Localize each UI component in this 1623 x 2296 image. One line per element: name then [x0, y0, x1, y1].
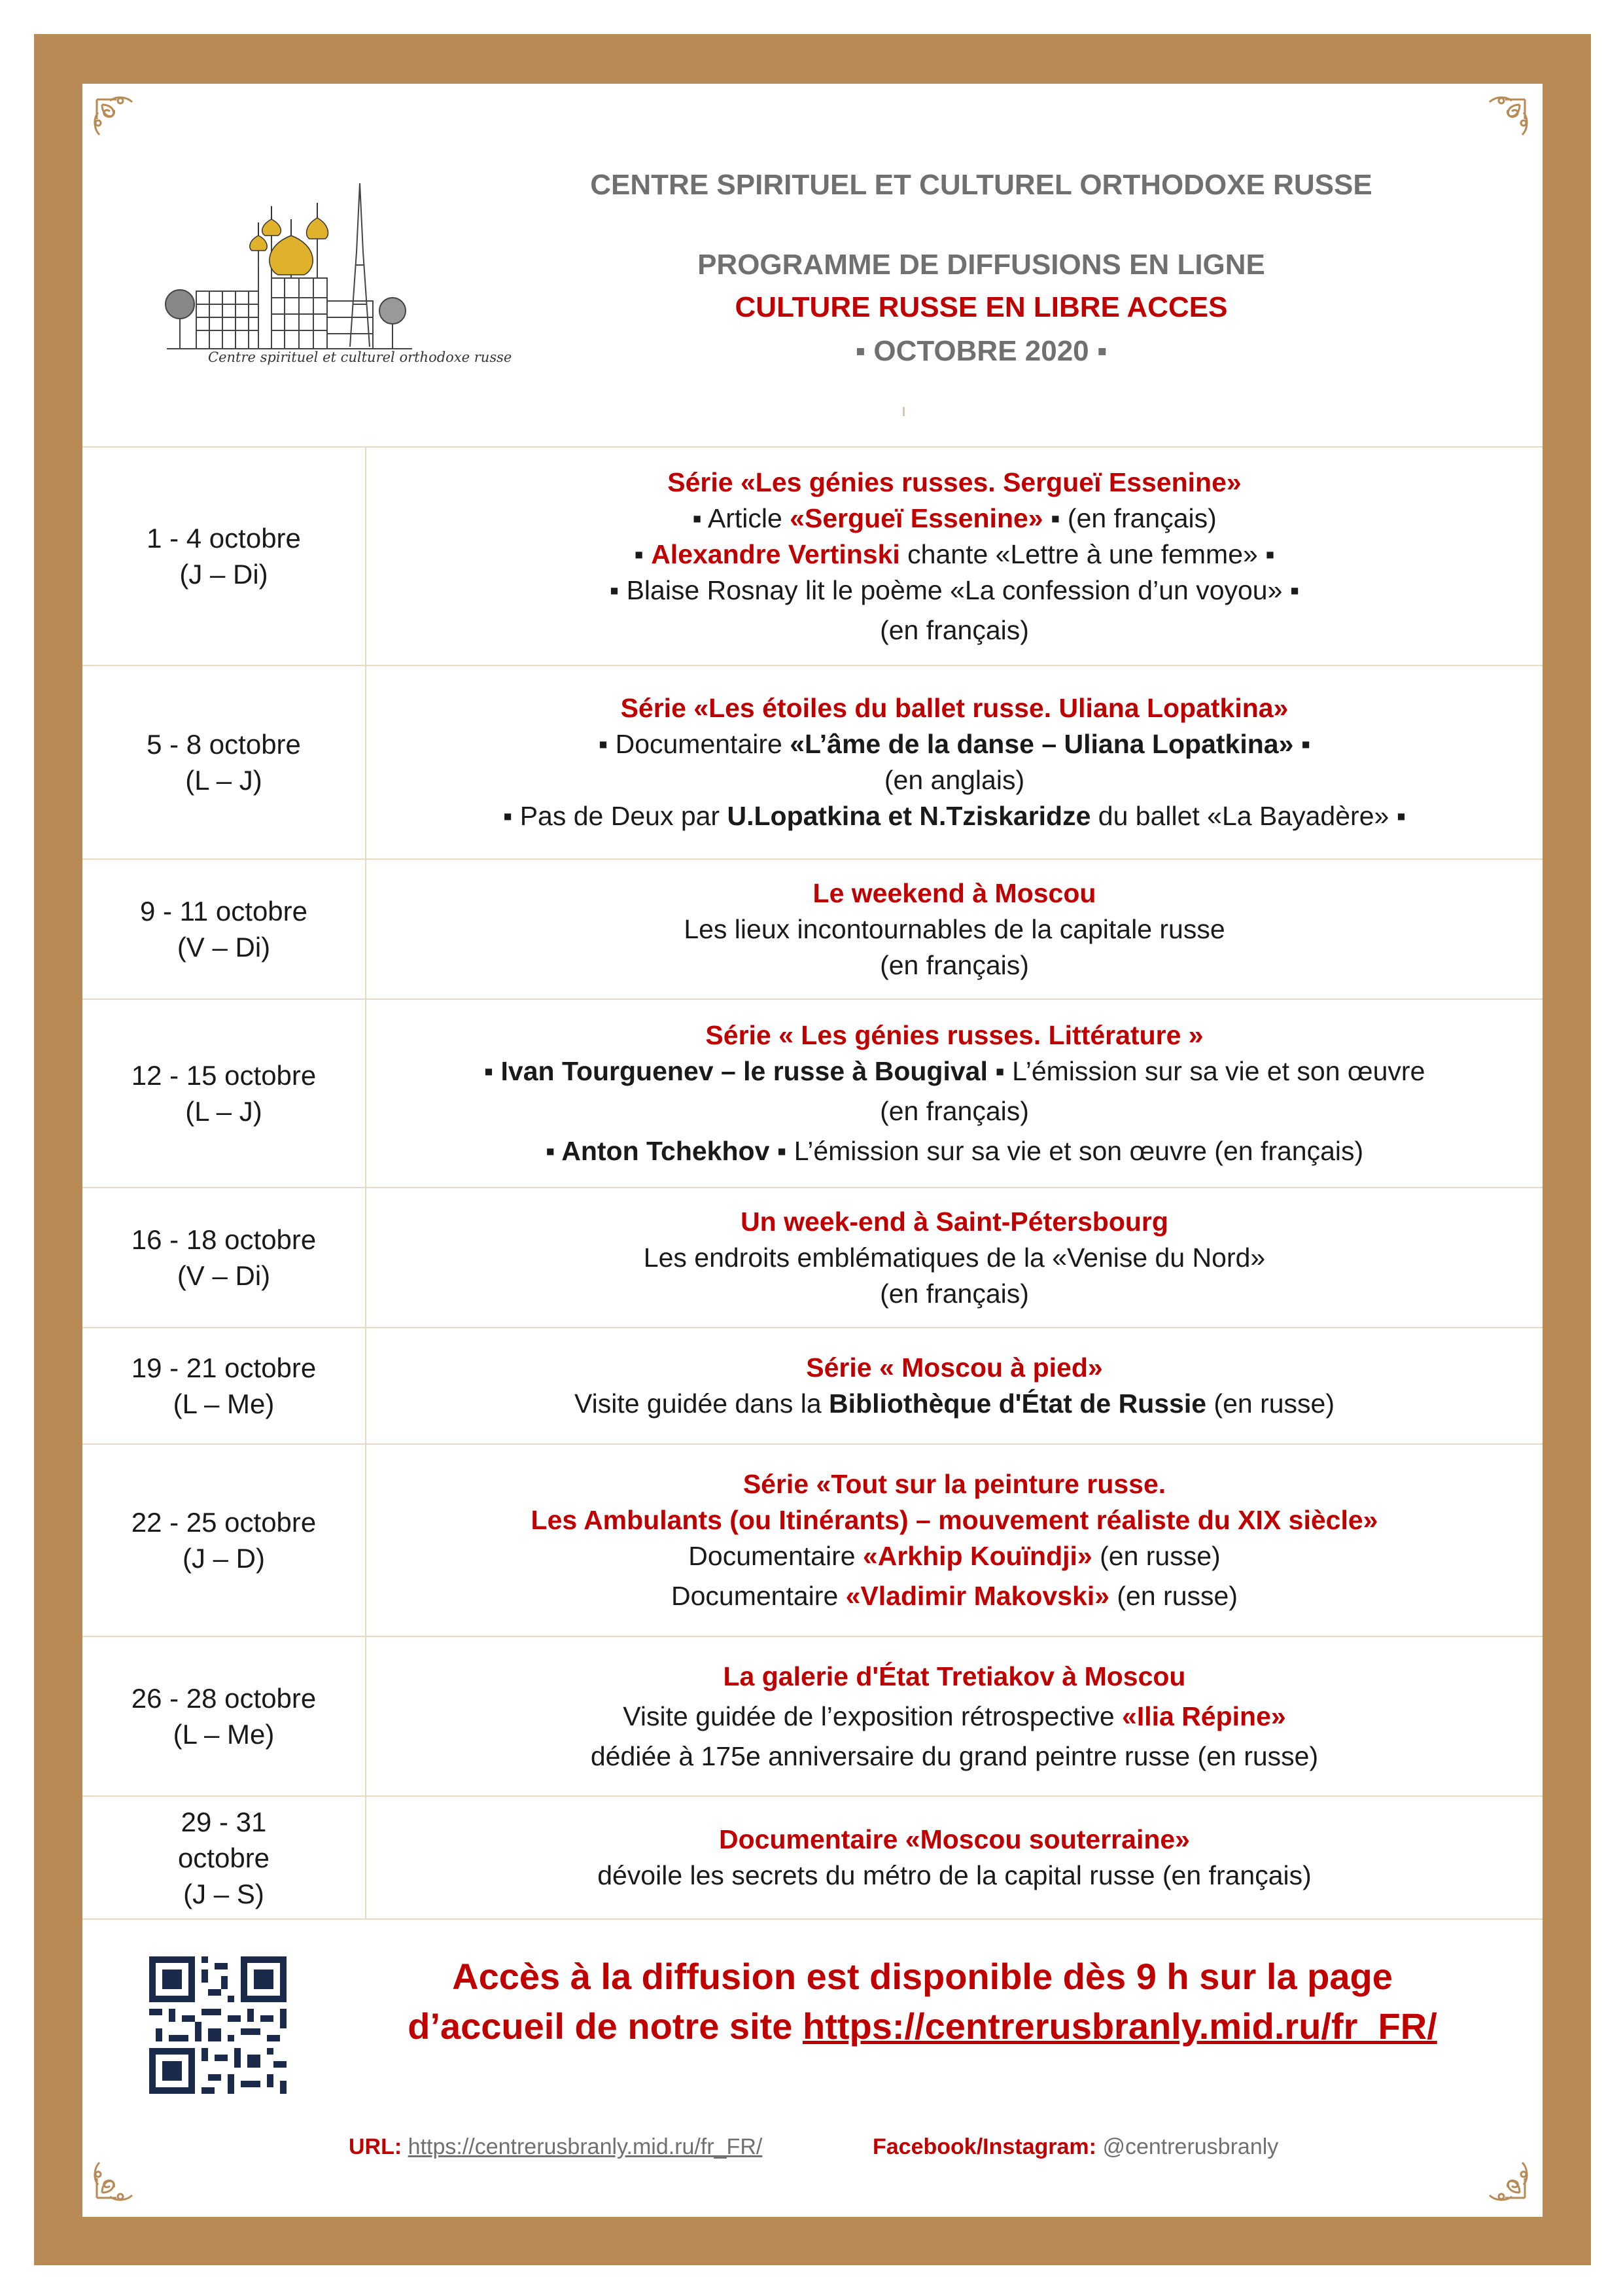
programme-line: ▪ Alexandre Vertinski chante «Lettre à une femme» ▪	[634, 539, 1275, 569]
table-row	[82, 1443, 1543, 1636]
programme-line: Visite guidée de l’exposition rétrospective «Ilia Répine»	[623, 1701, 1286, 1731]
programme-line: ▪ Anton Tchekhov ▪ L’émission sur sa vie et son œuvre (en français)	[545, 1136, 1364, 1166]
weekday-range: (L – Me)	[173, 1388, 275, 1419]
date-cell	[82, 1328, 366, 1443]
corner-ornament-icon	[90, 2139, 156, 2204]
programme-cell	[366, 666, 1543, 858]
date-range: 9 - 11 octobre	[139, 896, 308, 927]
programme-cell	[366, 1188, 1543, 1327]
programme-line: (en français)	[880, 949, 1029, 980]
programme-line: dédiée à 175e anniversaire du grand peintre russe (en russe)	[590, 1740, 1319, 1771]
culture-subtitle: CULTURE RUSSE EN LIBRE ACCES	[735, 291, 1228, 323]
programme-line: Documentaire «Vladimir Makovski» (en russe)	[671, 1581, 1238, 1611]
programme-cell	[366, 1445, 1543, 1636]
table-row	[82, 1636, 1543, 1795]
corner-ornament-icon	[1466, 2139, 1531, 2204]
programme-cell	[366, 860, 1543, 998]
programme-line: (en français)	[880, 1278, 1029, 1309]
footer-url-link[interactable]: https://centrerusbranly.mid.ru/fr_FR/	[408, 2134, 763, 2159]
programme-cell	[366, 1637, 1543, 1795]
programme-title: Un week-end à Saint-Pétersbourg	[741, 1206, 1168, 1237]
date-range: 22 - 25 octobre	[131, 1507, 317, 1538]
social-label: Facebook/Instagram:	[873, 2134, 1096, 2159]
weekday-range: (L – J)	[185, 765, 262, 796]
date-range: 26 - 28 octobre	[131, 1683, 317, 1714]
table-row	[82, 998, 1543, 1187]
social-handle[interactable]: @centrerusbranly	[1102, 2134, 1279, 2159]
weekday-range: (J – S)	[183, 1878, 264, 1909]
weekday-range: (L – J)	[185, 1096, 262, 1127]
date-range: 16 - 18 octobre	[131, 1224, 317, 1255]
date-cell	[82, 1188, 366, 1327]
date-range: 5 - 8 octobre	[147, 729, 301, 760]
programme-line: (en français)	[880, 614, 1029, 645]
programme-line: ▪ Documentaire «L’âme de la danse – Uliana Lopatkina» ▪	[598, 729, 1311, 759]
url-label: URL:	[349, 2134, 402, 2159]
programme-title: Série « Moscou à pied»	[806, 1352, 1103, 1383]
cathedral-logo-icon	[160, 173, 419, 363]
programme-line: Documentaire «Arkhip Kouïndji» (en russe)	[688, 1541, 1221, 1571]
programme-line: ▪ Ivan Tourguenev – le russe à Bougival ▪ L’émission sur sa vie et son œuvre	[483, 1056, 1425, 1086]
date-cell	[82, 1000, 366, 1187]
date-cell	[82, 1797, 366, 1918]
programme-line: (en français)	[880, 1096, 1029, 1126]
programme-title: Série «Les génies russes. Sergueï Essenine»	[667, 467, 1242, 497]
weekday-range: (L – Me)	[173, 1719, 275, 1750]
qr-code-icon[interactable]	[149, 1956, 287, 2094]
date-range: 29 - 31	[181, 1806, 267, 1837]
programme-line: ▪ Pas de Deux par U.Lopatkina et N.Tziskaridze du ballet «La Bayadère» ▪	[502, 801, 1406, 831]
programme-line: (en anglais)	[884, 765, 1025, 795]
weekday-range: (V – Di)	[177, 1260, 271, 1291]
programme-title: La galerie d'État Tretiakov à Moscou	[723, 1661, 1186, 1691]
access-line-1: Accès à la diffusion est disponible dès 9 h sur la page	[452, 1956, 1393, 1997]
site-link[interactable]: https://centrerusbranly.mid.ru/fr_FR/	[802, 2005, 1437, 2047]
footer-social	[873, 2134, 1278, 2160]
table-row	[82, 858, 1543, 998]
date-range: 1 - 4 octobre	[147, 523, 301, 554]
programme-title: Documentaire «Moscou souterraine»	[719, 1824, 1190, 1854]
programme-title: Le weekend à Moscou	[812, 877, 1096, 908]
date-range: 19 - 21 octobre	[131, 1352, 317, 1383]
programme-line: dévoile les secrets du métro de la capital russe (en français)	[597, 1860, 1312, 1890]
table-row	[82, 446, 1543, 665]
access-line-2: d’accueil de notre site https://centrerusbranly.mid.ru/fr_FR/	[408, 2005, 1437, 2047]
table-row	[82, 1327, 1543, 1443]
programme-line: ▪ Blaise Rosnay lit le poème «La confession d’un voyou» ▪	[609, 574, 1300, 605]
date-cell	[82, 666, 366, 858]
programme-cell	[366, 1000, 1543, 1187]
date-range-month: octobre	[177, 1842, 270, 1873]
date-cell	[82, 448, 366, 665]
weekday-range: (V – Di)	[177, 932, 271, 963]
programme-cell	[366, 1797, 1543, 1918]
programme-subtitle: Les Ambulants (ou Itinérants) – mouvement réaliste du XIX siècle»	[531, 1505, 1378, 1535]
month-title: ▪ OCTOBRE 2020 ▪	[855, 335, 1108, 367]
programme-cell	[366, 1328, 1543, 1443]
corner-ornament-icon	[1466, 93, 1531, 158]
footer-url	[349, 2134, 762, 2160]
programme-line: Visite guidée dans la Bibliothèque d'État de Russie (en russe)	[574, 1388, 1335, 1419]
programme-title: Série «Tout sur la peinture russe.	[742, 1469, 1166, 1499]
table-row	[82, 1795, 1543, 1920]
programme-line: Les endroits emblématiques de la «Venise du Nord»	[643, 1242, 1266, 1273]
programme-title: Série «Les étoiles du ballet russe. Uliana Lopatkina»	[620, 693, 1289, 723]
divider-mark	[903, 407, 905, 416]
date-cell	[82, 860, 366, 998]
programme-cell	[366, 448, 1543, 665]
weekday-range: (J – Di)	[179, 559, 268, 590]
logo-caption: Centre spirituel et culturel orthodoxe russe	[208, 349, 512, 365]
organization-title: CENTRE SPIRITUEL ET CULTUREL ORTHODOXE RUSSE	[590, 169, 1372, 201]
weekday-range: (J – D)	[183, 1543, 265, 1574]
programme-title: Série « Les génies russes. Littérature »	[705, 1020, 1204, 1050]
programme-line: ▪ Article «Sergueï Essenine» ▪ (en français)	[692, 503, 1217, 533]
date-cell	[82, 1445, 366, 1636]
table-row	[82, 665, 1543, 858]
schedule-table	[82, 446, 1543, 1920]
table-row	[82, 1187, 1543, 1327]
access-notice	[366, 1952, 1478, 2051]
corner-ornament-icon	[90, 93, 156, 158]
date-cell	[82, 1637, 366, 1795]
programme-title: PROGRAMME DE DIFFUSIONS EN LIGNE	[697, 249, 1265, 281]
programme-line: Les lieux incontournables de la capitale russe	[684, 913, 1225, 944]
date-range: 12 - 15 octobre	[131, 1060, 317, 1091]
